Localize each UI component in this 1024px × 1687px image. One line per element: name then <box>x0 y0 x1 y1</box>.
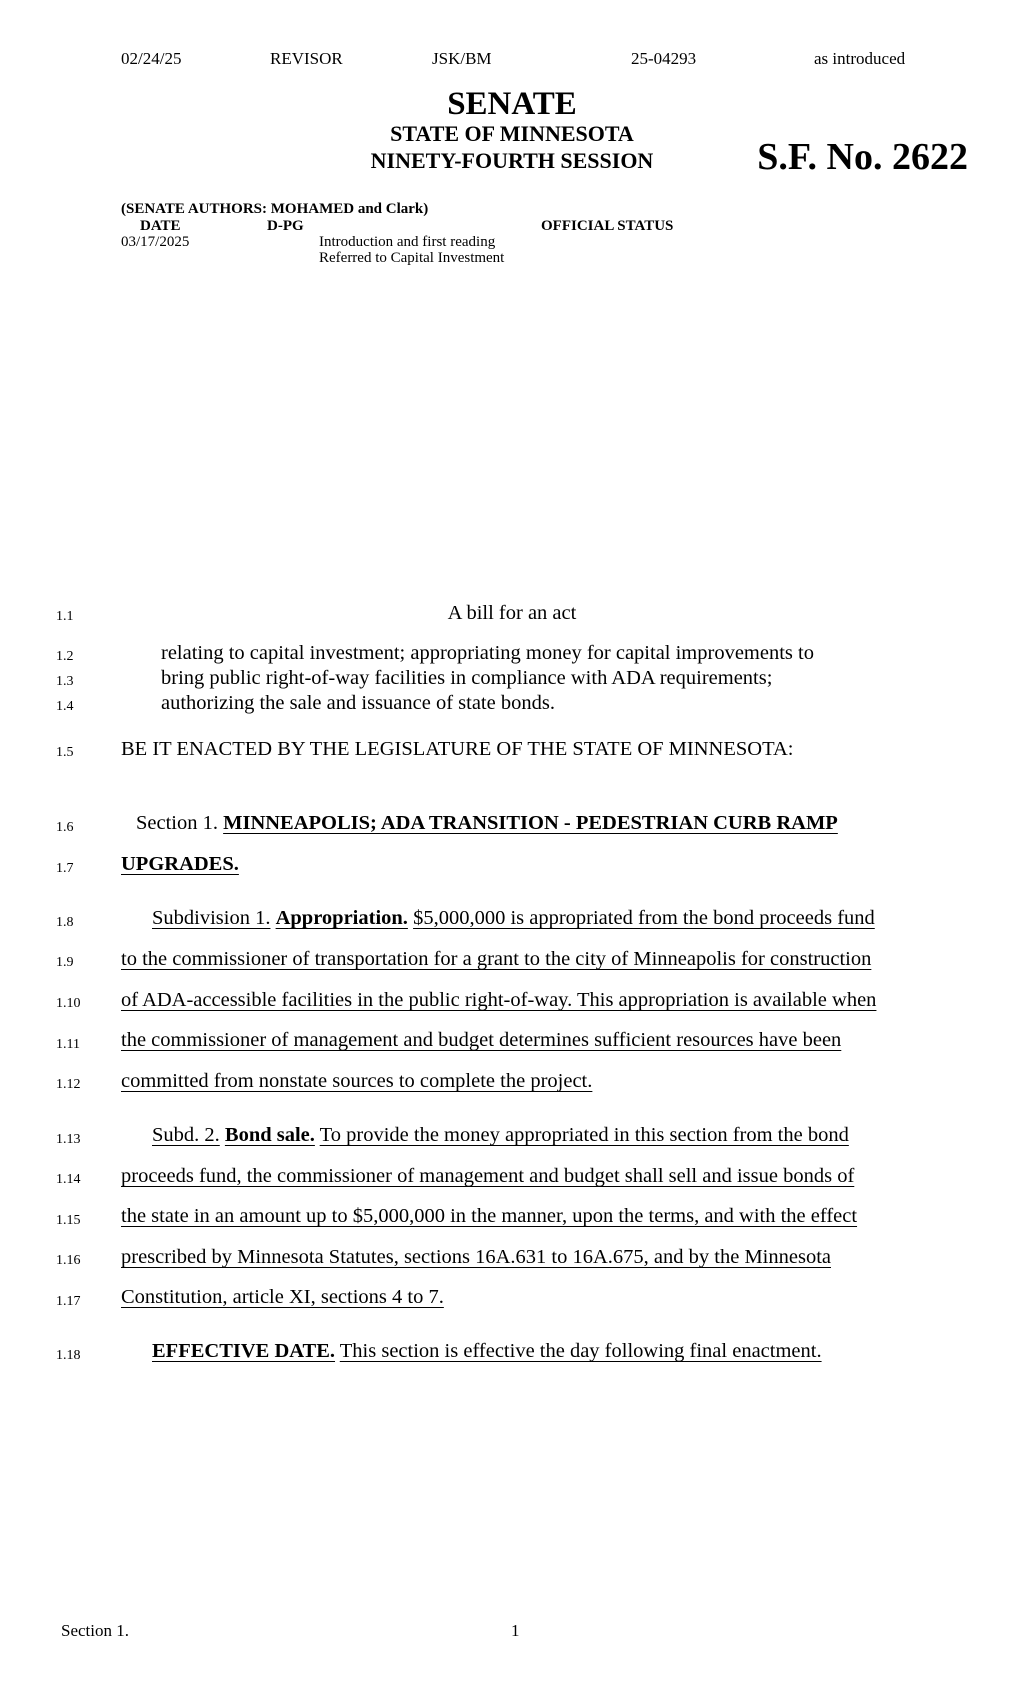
section-title: MINNEAPOLIS; ADA TRANSITION - PEDESTRIAN CURB RAMP <box>223 812 838 834</box>
line-number: 1.5 <box>56 745 74 760</box>
history-col-dpg: D-PG <box>267 218 304 234</box>
chamber-title: SENATE <box>447 86 577 122</box>
section-title-cont: UPGRADES. <box>121 853 239 875</box>
line-number: 1.7 <box>56 861 74 876</box>
line-number: 1.8 <box>56 915 74 930</box>
footer-section: Section 1. <box>61 1621 129 1640</box>
subdivision-text: Constitution, article XI, sections 4 to 7. <box>121 1286 444 1308</box>
subdivision-label: Subd. 2. <box>152 1124 220 1146</box>
history-col-date: DATE <box>140 218 181 234</box>
line-number: 1.17 <box>56 1294 81 1309</box>
file-number: S.F. No. 2622 <box>757 136 968 178</box>
subdivision-text: the state in an amount up to $5,000,000 in the manner, upon the terms, and with the effect <box>121 1205 858 1227</box>
line-number: 1.9 <box>56 955 74 970</box>
effective-date-headnote: EFFECTIVE DATE. <box>152 1340 336 1362</box>
footer-page-number: 1 <box>511 1621 520 1640</box>
section-heading <box>136 812 838 835</box>
history-entry-date: 03/17/2025 <box>121 234 190 250</box>
line-number: 1.13 <box>56 1132 81 1147</box>
line-number: 1.2 <box>56 649 74 664</box>
subdivision-2-first-line <box>152 1124 849 1147</box>
subdivision-label: Subdivision 1. <box>152 907 271 929</box>
section-label: Section 1. <box>136 812 224 834</box>
bill-title-line: relating to capital investment; appropriating money for capital improvements to <box>161 642 814 664</box>
history-entry-action: Introduction and first reading <box>319 234 496 250</box>
bill-title-line: authorizing the sale and issuance of state bonds. <box>161 692 555 714</box>
history-entry-action: Referred to Capital Investment <box>319 250 505 266</box>
enacting-clause: BE IT ENACTED BY THE LEGISLATURE OF THE STATE OF MINNESOTA: <box>121 738 794 760</box>
session-title: NINETY-FOURTH SESSION <box>370 148 654 173</box>
line-number: 1.11 <box>56 1037 80 1052</box>
line-number: 1.12 <box>56 1077 81 1092</box>
header-drafter: JSK/BM <box>432 49 492 68</box>
subdivision-headnote: Appropriation. <box>275 907 408 929</box>
subdivision-text: To provide the money appropriated in this section from the bond <box>319 1124 849 1146</box>
header-revisor: REVISOR <box>270 49 343 68</box>
line-number: 1.1 <box>56 609 74 624</box>
subdivision-text: to the commissioner of transportation for a grant to the city of Minneapolis for construction <box>121 948 872 970</box>
bill-title-line: bring public right-of-way facilities in compliance with ADA requirements; <box>161 667 773 689</box>
line-number: 1.10 <box>56 996 81 1011</box>
subdivision-text: committed from nonstate sources to complete the project. <box>121 1070 593 1092</box>
line-number: 1.14 <box>56 1172 81 1187</box>
line-number: 1.16 <box>56 1253 81 1268</box>
bill-heading: A bill for an act <box>447 602 577 624</box>
header-date: 02/24/25 <box>121 49 182 68</box>
subdivision-headnote: Bond sale. <box>224 1124 315 1146</box>
line-number: 1.3 <box>56 674 74 689</box>
effective-date-text: This section is effective the day following final enactment. <box>339 1340 822 1362</box>
authors: (SENATE AUTHORS: MOHAMED and Clark) <box>121 201 429 217</box>
subdivision-1-first-line <box>152 907 875 930</box>
header-status: as introduced <box>814 49 906 68</box>
line-number: 1.18 <box>56 1348 81 1363</box>
history-col-status: OFFICIAL STATUS <box>541 218 674 234</box>
line-number: 1.15 <box>56 1213 81 1228</box>
subdivision-text: the commissioner of management and budget determines sufficient resources have been <box>121 1029 842 1051</box>
line-number: 1.4 <box>56 699 74 714</box>
subdivision-text: prescribed by Minnesota Statutes, sections 16A.631 to 16A.675, and by the Minnesota <box>121 1246 831 1268</box>
state-title: STATE OF MINNESOTA <box>390 121 634 146</box>
subdivision-text: $5,000,000 is appropriated from the bond proceeds fund <box>413 907 875 929</box>
subdivision-text: of ADA-accessible facilities in the public right-of-way. This appropriation is available when <box>121 989 877 1011</box>
effective-date <box>152 1340 822 1363</box>
line-number: 1.6 <box>56 820 74 835</box>
subdivision-text: proceeds fund, the commissioner of management and budget shall sell and issue bonds of <box>121 1165 855 1187</box>
header-doc-id: 25-04293 <box>631 49 697 68</box>
